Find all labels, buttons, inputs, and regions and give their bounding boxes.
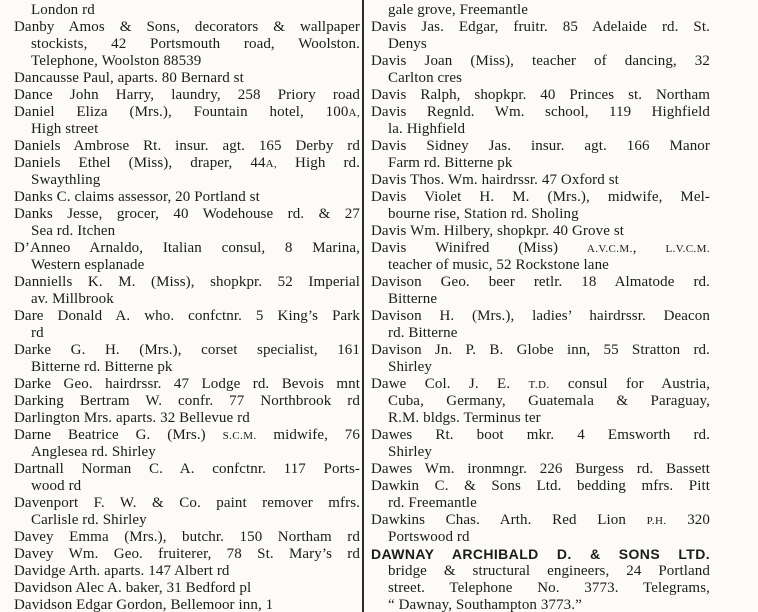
directory-line: Davis Regnld. Wm. school, 119 Highfield	[371, 104, 710, 120]
directory-line: Danks Jesse, grocer, 40 Wodehouse rd. & 27	[14, 206, 360, 222]
small-caps-abbreviation: A.V.C.M.	[586, 243, 633, 255]
directory-line: gale grove, Freemantle	[388, 2, 529, 18]
directory-line: Sea rd. Itchen	[31, 223, 116, 239]
directory-line: Dartnall Norman C. A. confctnr. 117 Ports-	[14, 461, 360, 477]
directory-line: Swaythling	[31, 172, 101, 188]
directory-entry-line-bold: DAWNAY ARCHIBALD D. & SONS LTD.	[371, 546, 710, 562]
directory-line: Davis Wm. Hilbery, shopkpr. 40 Grove st	[371, 223, 625, 239]
directory-line: rd. Freemantle	[388, 495, 477, 511]
directory-line: Darking Bertram W. confr. 77 Northbrook rd	[14, 393, 360, 409]
directory-line: Davis Violet H. M. (Mrs.), midwife, Mel-	[371, 189, 710, 205]
directory-line: Davis Winifred (Miss) A.V.C.M., L.V.C.M.	[371, 240, 710, 256]
directory-line: Dawkins Chas. Arth. Red Lion P.H. 320	[371, 512, 710, 528]
directory-line: Anglesea rd. Shirley	[31, 444, 156, 460]
directory-line: Darlington Mrs. aparts. 32 Bellevue rd	[14, 410, 250, 426]
directory-line: teacher of music, 52 Rockstone lane	[388, 257, 609, 273]
directory-line: bourne rise, Station rd. Sholing	[388, 206, 579, 222]
directory-line: la. Highfield	[388, 121, 466, 137]
directory-line: Daniels Ambrose Rt. insur. agt. 165 Derby rd	[14, 138, 360, 154]
small-caps-abbreviation: L.V.C.M.	[665, 243, 710, 255]
directory-line: Davis Sidney Jas. insur. agt. 166 Manor	[371, 138, 710, 154]
directory-line: Dance John Harry, laundry, 258 Priory road	[14, 87, 360, 103]
directory-line: rd. Bitterne	[388, 325, 458, 341]
directory-line: R.M. bldgs. Terminus ter	[388, 410, 541, 426]
directory-line: Carlisle rd. Shirley	[31, 512, 147, 528]
small-caps-abbreviation: A,	[348, 107, 360, 119]
directory-column-left	[14, 2, 360, 612]
directory-line: Davidson Edgar Gordon, Bellemoor inn, 1	[14, 597, 274, 612]
directory-line: Carlton cres	[388, 70, 463, 86]
directory-line: Darke Geo. hairdrssr. 47 Lodge rd. Bevois mnt	[14, 376, 360, 392]
directory-line: Dawkin C. & Sons Ltd. bedding mfrs. Pitt	[371, 478, 710, 494]
directory-line: High street	[31, 121, 99, 137]
directory-line: Bitterne rd. Bitterne pk	[31, 359, 173, 375]
directory-line: Davis Joan (Miss), teacher of dancing, 32	[371, 53, 710, 69]
directory-line: Davenport F. W. & Co. paint remover mfrs.	[14, 495, 360, 511]
directory-line: Darke G. H. (Mrs.), corset specialist, 161	[14, 342, 360, 358]
directory-line: Denys	[388, 36, 427, 52]
directory-line: Davis Thos. Wm. hairdrssr. 47 Oxford st	[371, 172, 619, 188]
directory-line: Cuba, Germany, Guatemala & Paraguay,	[388, 393, 710, 409]
directory-line: Danby Amos & Sons, decorators & wallpaper	[14, 19, 360, 35]
directory-line: Portswood rd	[388, 529, 470, 545]
directory-line: Davey Wm. Geo. fruiterer, 78 St. Mary’s rd	[14, 546, 360, 562]
directory-line: Dawes Rt. boot mkr. 4 Emsworth rd.	[371, 427, 710, 443]
small-caps-abbreviation: S.C.M.	[222, 430, 257, 442]
directory-line: Dawe Col. J. E. T.D. consul for Austria,	[371, 376, 710, 392]
directory-line: av. Millbrook	[31, 291, 114, 307]
directory-line: Davey Emma (Mrs.), butchr. 150 Northam rd	[14, 529, 360, 545]
directory-column-right	[371, 2, 710, 612]
directory-line: Davison Jn. P. B. Globe inn, 55 Stratton rd.	[371, 342, 710, 358]
directory-line: Davison Geo. beer retlr. 18 Almatode rd.	[371, 274, 710, 290]
directory-line: Daniel Eliza (Mrs.), Fountain hotel, 100A,	[14, 104, 360, 120]
directory-line: Davis Ralph, shopkpr. 40 Princes st. Northam	[371, 87, 710, 103]
directory-line: Davis Jas. Edgar, fruitr. 85 Adelaide rd. St.	[371, 19, 710, 35]
directory-line: Western esplanade	[31, 257, 145, 273]
directory-line: bridge & structural engineers, 24 Portland	[388, 563, 710, 579]
directory-line: Davison H. (Mrs.), ladies’ hairdrssr. Deacon	[371, 308, 710, 324]
directory-line: Dancausse Paul, aparts. 80 Bernard st	[14, 70, 244, 86]
directory-line: Dare Donald A. who. confctnr. 5 King’s Park	[14, 308, 360, 324]
directory-line: Bitterne	[388, 291, 438, 307]
directory-line: Davidson Alec A. baker, 31 Bedford pl	[14, 580, 252, 596]
directory-line: Shirley	[388, 359, 433, 375]
directory-line: wood rd	[31, 478, 82, 494]
small-caps-abbreviation: P.H.	[646, 515, 667, 527]
small-caps-abbreviation: A,	[265, 158, 278, 170]
directory-line: Daniels Ethel (Miss), draper, 44A, High rd.	[14, 155, 360, 171]
directory-line: Farm rd. Bitterne pk	[388, 155, 513, 171]
directory-line: stockists, 42 Portsmouth road, Woolston.	[31, 36, 360, 52]
directory-line: “ Dawnay, Southampton 3773.”	[388, 597, 582, 612]
directory-line: rd	[31, 325, 44, 341]
directory-line: Shirley	[388, 444, 433, 460]
directory-line: Danniells K. M. (Miss), shopkpr. 52 Imperial	[14, 274, 360, 290]
column-divider-rule	[362, 0, 364, 612]
directory-line: Darne Beatrice G. (Mrs.) S.C.M. midwife, 76	[14, 427, 360, 443]
directory-line: Telephone, Woolston 88539	[31, 53, 202, 69]
directory-line: Danks C. claims assessor, 20 Portland st	[14, 189, 260, 205]
directory-line: London rd	[31, 2, 95, 18]
small-caps-abbreviation: T.D.	[528, 379, 550, 391]
directory-line: street. Telephone No. 3773. Telegrams,	[388, 580, 710, 596]
directory-line: Dawes Wm. ironmngr. 226 Burgess rd. Bassett	[371, 461, 710, 477]
directory-line: D’Anneo Arnaldo, Italian consul, 8 Marina,	[14, 240, 360, 256]
directory-line: Davidge Arth. aparts. 147 Albert rd	[14, 563, 230, 579]
